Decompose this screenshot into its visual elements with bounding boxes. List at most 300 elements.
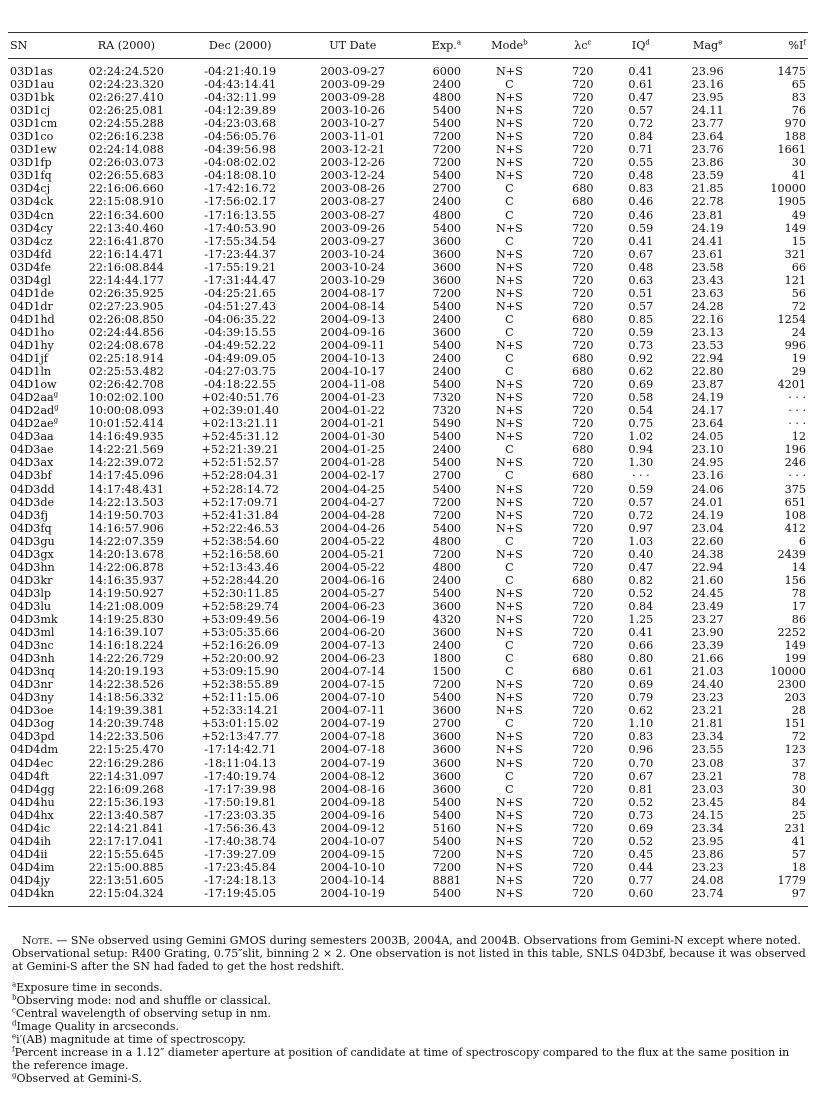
table-cell (297, 182, 408, 195)
cell-value: 2004-05-21 (320, 547, 386, 561)
cell-value: 49 (791, 208, 806, 222)
table-cell (8, 378, 69, 391)
cell-value: 720 (572, 808, 594, 822)
cell-value: 02:26:42.708 (88, 378, 164, 392)
table-cell (744, 143, 809, 156)
footnote (12, 981, 808, 994)
cell-value: 720 (572, 560, 594, 574)
table-cell (297, 391, 408, 404)
table-cell (744, 835, 809, 848)
table-cell (183, 522, 297, 535)
cell-value: 720 (572, 599, 594, 613)
cell-value: 24.19 (691, 391, 724, 405)
table-cell (297, 352, 408, 365)
cell-value: -04:25:21.65 (204, 286, 277, 300)
table-cell (672, 665, 744, 678)
cell-value: C (505, 195, 514, 209)
column-header-label: RA (2000) (97, 39, 155, 52)
sn-footnote-mark: g (53, 390, 59, 399)
table-cell (610, 352, 672, 365)
table-cell (408, 352, 463, 365)
table-cell (463, 430, 556, 443)
cell-value: C (505, 78, 514, 92)
cell-value: +52:11:15.06 (201, 691, 279, 705)
table-cell (744, 783, 809, 796)
table-cell (556, 652, 610, 665)
cell-value: 29 (791, 365, 806, 379)
table-cell (672, 443, 744, 456)
cell-value: 14:22:07.359 (88, 534, 164, 548)
table-cell (8, 404, 69, 417)
cell-value: 23.87 (691, 378, 724, 392)
cell-value: +02:13:21.11 (201, 417, 279, 431)
cell-value: 0.69 (628, 821, 654, 835)
table-row (8, 652, 808, 665)
cell-value: 2003-10-24 (320, 260, 386, 274)
cell-value: 04D4ii (10, 847, 48, 861)
table-row (8, 613, 808, 626)
table-cell (408, 300, 463, 313)
cell-value: 0.62 (628, 704, 654, 718)
cell-value: 04D3nq (10, 665, 55, 679)
cell-value: 02:24:14.088 (88, 143, 164, 157)
footnotes-list (12, 981, 808, 1085)
cell-value: 0.40 (628, 547, 654, 561)
table-cell (744, 326, 809, 339)
table-cell (183, 404, 297, 417)
table-cell (610, 169, 672, 182)
cell-value: -18:11:04.13 (204, 756, 277, 770)
table-cell (408, 809, 463, 822)
table-cell (408, 326, 463, 339)
cell-value: · · · (788, 391, 806, 405)
table-cell (463, 156, 556, 169)
table-cell (744, 717, 809, 730)
cell-value: +52:17:09.71 (201, 495, 279, 509)
cell-value: 21.60 (691, 573, 724, 587)
table-cell (672, 130, 744, 143)
table-cell (8, 535, 69, 548)
cell-value: 720 (572, 325, 594, 339)
cell-value: +52:28:04.31 (201, 469, 279, 483)
cell-value: 23.90 (691, 626, 724, 640)
cell-value: +52:16:26.09 (201, 639, 279, 653)
table-row (8, 509, 808, 522)
table-cell (183, 91, 297, 104)
cell-value: C (505, 717, 514, 731)
note-text: — SNe observed using Gemini GMOS during semesters 2003B, 2004A, and 2004B. Observations from Gemini-N except where noted. Observational setup: R400 Grating, 0.75″slit, binning 2 × 2. One observation is not listed in this table, SNLS 04D3bf, because it was observed at Gemini-S after the SN had faded to get the host redshift. (12, 934, 806, 973)
table-cell (672, 874, 744, 887)
cell-value: N+S (495, 378, 523, 392)
cell-value: 2004-05-22 (320, 534, 386, 548)
table-cell (672, 678, 744, 691)
cell-value: 24.05 (691, 430, 724, 444)
cell-value: 0.58 (628, 391, 654, 405)
cell-value: 24.08 (691, 873, 724, 887)
table-cell (610, 339, 672, 352)
table-cell (556, 287, 610, 300)
cell-value: 03D4fe (10, 260, 52, 274)
cell-value: 04D1ow (10, 378, 57, 392)
table-cell (744, 78, 809, 91)
cell-value: 23.74 (691, 886, 724, 900)
column-header (183, 34, 297, 59)
table-header (8, 34, 808, 59)
cell-value: 22:16:41.870 (88, 234, 164, 248)
table-cell (183, 626, 297, 639)
table-cell (297, 378, 408, 391)
table-cell (297, 678, 408, 691)
table-cell (297, 430, 408, 443)
table-cell (69, 613, 183, 626)
table-cell (408, 313, 463, 326)
table-cell (297, 861, 408, 874)
table-cell (297, 613, 408, 626)
table-cell (744, 665, 809, 678)
cell-value: 720 (572, 860, 594, 874)
cell-value: -17:17:39.98 (204, 782, 277, 796)
table-cell (408, 743, 463, 756)
cell-value: 24.01 (691, 495, 724, 509)
table-cell (297, 222, 408, 235)
table-cell (183, 652, 297, 665)
table-cell (556, 835, 610, 848)
table-cell (297, 156, 408, 169)
table-cell (69, 404, 183, 417)
table-cell (463, 730, 556, 743)
cell-value: 720 (572, 782, 594, 796)
cell-value: N+S (495, 678, 523, 692)
table-cell (556, 91, 610, 104)
table-cell (408, 143, 463, 156)
cell-value: 23.21 (691, 769, 724, 783)
cell-value: 720 (572, 691, 594, 705)
column-header-label: SN (10, 39, 28, 52)
table-cell (610, 391, 672, 404)
cell-value: 5400 (432, 117, 462, 131)
table-cell (610, 469, 672, 482)
cell-value: 2004-10-19 (320, 886, 386, 900)
table-cell (408, 469, 463, 482)
cell-value: -17:16:13.55 (204, 208, 277, 222)
table-cell (69, 430, 183, 443)
table-cell (556, 743, 610, 756)
cell-value: -04:08:02.02 (204, 156, 277, 170)
cell-value: +52:20:00.92 (201, 652, 279, 666)
cell-value: -17:40:19.74 (204, 769, 277, 783)
table-row (8, 169, 808, 182)
table-cell (69, 261, 183, 274)
cell-value: 0.66 (628, 639, 654, 653)
table-cell (463, 404, 556, 417)
cell-value: N+S (495, 873, 523, 887)
cell-value: 22.94 (691, 560, 724, 574)
table-cell (556, 339, 610, 352)
table-cell (408, 169, 463, 182)
cell-value: 23.16 (691, 469, 724, 483)
table-cell (672, 835, 744, 848)
column-header-footnote-mark: e (718, 38, 723, 47)
cell-value: 12 (791, 430, 806, 444)
table-cell (408, 509, 463, 522)
cell-value: 04D1ln (10, 365, 52, 379)
table-cell (463, 665, 556, 678)
table-cell (408, 861, 463, 874)
table-cell (463, 809, 556, 822)
table-row (8, 770, 808, 783)
table-cell (610, 365, 672, 378)
column-header-footnote-mark: d (645, 38, 650, 47)
table-cell (297, 469, 408, 482)
table-cell (556, 796, 610, 809)
table-cell (463, 59, 556, 79)
table-cell (610, 783, 672, 796)
table-cell (610, 326, 672, 339)
cell-value: 720 (572, 260, 594, 274)
cell-value: 0.63 (628, 273, 654, 287)
table-cell (744, 248, 809, 261)
cell-value: 0.48 (628, 169, 654, 183)
table-cell (672, 78, 744, 91)
table-cell (8, 483, 69, 496)
table-cell (183, 156, 297, 169)
table-cell (672, 104, 744, 117)
cell-value: 14:19:39.381 (88, 704, 164, 718)
cell-value: -17:19:45.05 (204, 886, 277, 900)
table-cell (8, 861, 69, 874)
cell-value: 2004-06-16 (320, 573, 386, 587)
table-cell (610, 691, 672, 704)
cell-value: 23.55 (691, 743, 724, 757)
table-cell (183, 78, 297, 91)
cell-value: 2003-09-28 (320, 91, 386, 105)
table-cell (610, 443, 672, 456)
cell-value: 03D1as (10, 65, 53, 79)
cell-value: 2004-06-20 (320, 626, 386, 640)
table-cell (297, 104, 408, 117)
cell-value: 14:22:26.729 (88, 652, 164, 666)
cell-value: 04D3nr (10, 678, 53, 692)
cell-value: 04D3oe (10, 704, 54, 718)
table-cell (69, 248, 183, 261)
table-cell (610, 417, 672, 430)
table-row (8, 117, 808, 130)
table-cell (69, 235, 183, 248)
cell-value: · · · (788, 469, 806, 483)
table-cell (744, 796, 809, 809)
cell-value: 02:24:55.288 (88, 117, 164, 131)
cell-value: -04:23:03.68 (204, 117, 277, 131)
cell-value: 17 (791, 599, 806, 613)
cell-value: +52:33:14.21 (201, 704, 279, 718)
table-cell (556, 730, 610, 743)
cell-value: 2300 (777, 678, 806, 692)
table-cell (297, 809, 408, 822)
table-cell (183, 365, 297, 378)
cell-value: 22:15:04.324 (88, 886, 164, 900)
cell-value: 246 (784, 456, 806, 470)
table-cell (672, 796, 744, 809)
cell-value: 14:17:48.431 (88, 482, 164, 496)
cell-value: 720 (572, 234, 594, 248)
table-cell (744, 574, 809, 587)
cell-value: 03D1cm (10, 117, 58, 131)
table-cell (69, 652, 183, 665)
table-row (8, 469, 808, 482)
table-row (8, 796, 808, 809)
cell-value: 10000 (770, 182, 806, 196)
cell-value: 3600 (432, 247, 462, 261)
table-cell (297, 796, 408, 809)
cell-value: 2003-10-29 (320, 273, 386, 287)
table-cell (672, 248, 744, 261)
table-cell (556, 274, 610, 287)
table-cell (556, 822, 610, 835)
table-cell (297, 509, 408, 522)
cell-value: 720 (572, 730, 594, 744)
column-header (8, 34, 69, 59)
table-row (8, 561, 808, 574)
table-cell (744, 274, 809, 287)
table-cell (69, 417, 183, 430)
cell-value: +53:05:35.66 (201, 626, 279, 640)
cell-value: 2400 (432, 443, 462, 457)
cell-value: 23.23 (691, 691, 724, 705)
table-cell (672, 117, 744, 130)
cell-value: 720 (572, 678, 594, 692)
cell-value: 04D3fq (10, 521, 52, 535)
table-cell (69, 391, 183, 404)
cell-value: 14:20:13.678 (88, 547, 164, 561)
table-row (8, 730, 808, 743)
cell-value: 14:16:49.935 (88, 430, 164, 444)
table-cell (297, 300, 408, 313)
cell-value: 3600 (432, 756, 462, 770)
table-cell (408, 456, 463, 469)
cell-value: 2400 (432, 312, 462, 326)
cell-value: 720 (572, 286, 594, 300)
cell-value: 03D1au (10, 78, 55, 92)
cell-value: N+S (495, 339, 523, 352)
table-cell (463, 535, 556, 548)
cell-value: N+S (495, 65, 523, 79)
cell-value: 5400 (432, 104, 462, 118)
table-cell (610, 704, 672, 717)
column-header-footnote-mark: f (803, 38, 806, 47)
cell-value: 04D2ae (10, 417, 54, 431)
cell-value: 5400 (432, 456, 462, 470)
table-cell (556, 574, 610, 587)
table-cell (744, 691, 809, 704)
table-cell (69, 300, 183, 313)
cell-value: 720 (572, 795, 594, 809)
cell-value: 04D4ih (10, 834, 52, 848)
cell-value: 2004-10-17 (320, 365, 386, 379)
table-cell (463, 456, 556, 469)
cell-value: N+S (495, 495, 523, 509)
footnote-mark: c (12, 1006, 16, 1015)
table-cell (672, 378, 744, 391)
cell-value: 21.81 (691, 717, 724, 731)
column-header (463, 34, 556, 59)
cell-value: 2003-12-24 (320, 169, 386, 183)
cell-value: 0.59 (628, 482, 654, 496)
table-cell (672, 600, 744, 613)
cell-value: 1475 (777, 65, 806, 79)
table-cell (672, 404, 744, 417)
table-cell (556, 691, 610, 704)
cell-value: 23.23 (691, 860, 724, 874)
table-cell (556, 352, 610, 365)
cell-value: 720 (572, 717, 594, 731)
cell-value: 4800 (432, 208, 462, 222)
cell-value: C (505, 769, 514, 783)
table-cell (183, 613, 297, 626)
cell-value: 0.57 (628, 495, 654, 509)
cell-value: 04D1dr (10, 299, 53, 313)
cell-value: 22:17:17.041 (88, 834, 164, 848)
table-cell (297, 548, 408, 561)
cell-value: N+S (495, 704, 523, 718)
cell-value: 0.83 (628, 730, 654, 744)
cell-value: 3600 (432, 730, 462, 744)
cell-value: 2004-08-17 (320, 286, 386, 300)
cell-value: 04D3kr (10, 573, 53, 587)
cell-value: N+S (495, 260, 523, 274)
cell-value: 2003-11-01 (320, 130, 386, 144)
table-cell (672, 195, 744, 208)
table-cell (183, 574, 297, 587)
cell-value: 23.86 (691, 847, 724, 861)
cell-value: 7200 (432, 130, 462, 144)
cell-value: 720 (572, 430, 594, 444)
cell-value: 18 (791, 860, 806, 874)
table-cell (297, 59, 408, 79)
table-cell (672, 235, 744, 248)
cell-value: 2004-09-11 (320, 339, 386, 352)
table-cell (672, 156, 744, 169)
table-cell (183, 313, 297, 326)
table-cell (610, 587, 672, 600)
cell-value: N+S (495, 143, 523, 157)
table-cell (183, 835, 297, 848)
table-cell (408, 730, 463, 743)
table-cell (8, 691, 69, 704)
cell-value: 5400 (432, 586, 462, 600)
table-cell (183, 274, 297, 287)
column-header-label: Dec (2000) (208, 39, 272, 52)
cell-value: 22:13:40.460 (88, 221, 164, 235)
cell-value: 5400 (432, 808, 462, 822)
footnote (12, 1072, 808, 1085)
cell-value: 10000 (770, 665, 806, 679)
cell-value: 0.71 (628, 143, 654, 157)
cell-value: 196 (784, 443, 806, 457)
table-cell (8, 600, 69, 613)
cell-value: 24 (791, 325, 806, 339)
table-cell (8, 169, 69, 182)
table-cell (463, 300, 556, 313)
table-cell (183, 339, 297, 352)
table-row (8, 417, 808, 430)
cell-value: 4800 (432, 534, 462, 548)
table-row (8, 456, 808, 469)
table-row (8, 59, 808, 79)
cell-value: 4800 (432, 91, 462, 105)
table-cell (672, 169, 744, 182)
table-cell (69, 352, 183, 365)
table-cell (744, 91, 809, 104)
